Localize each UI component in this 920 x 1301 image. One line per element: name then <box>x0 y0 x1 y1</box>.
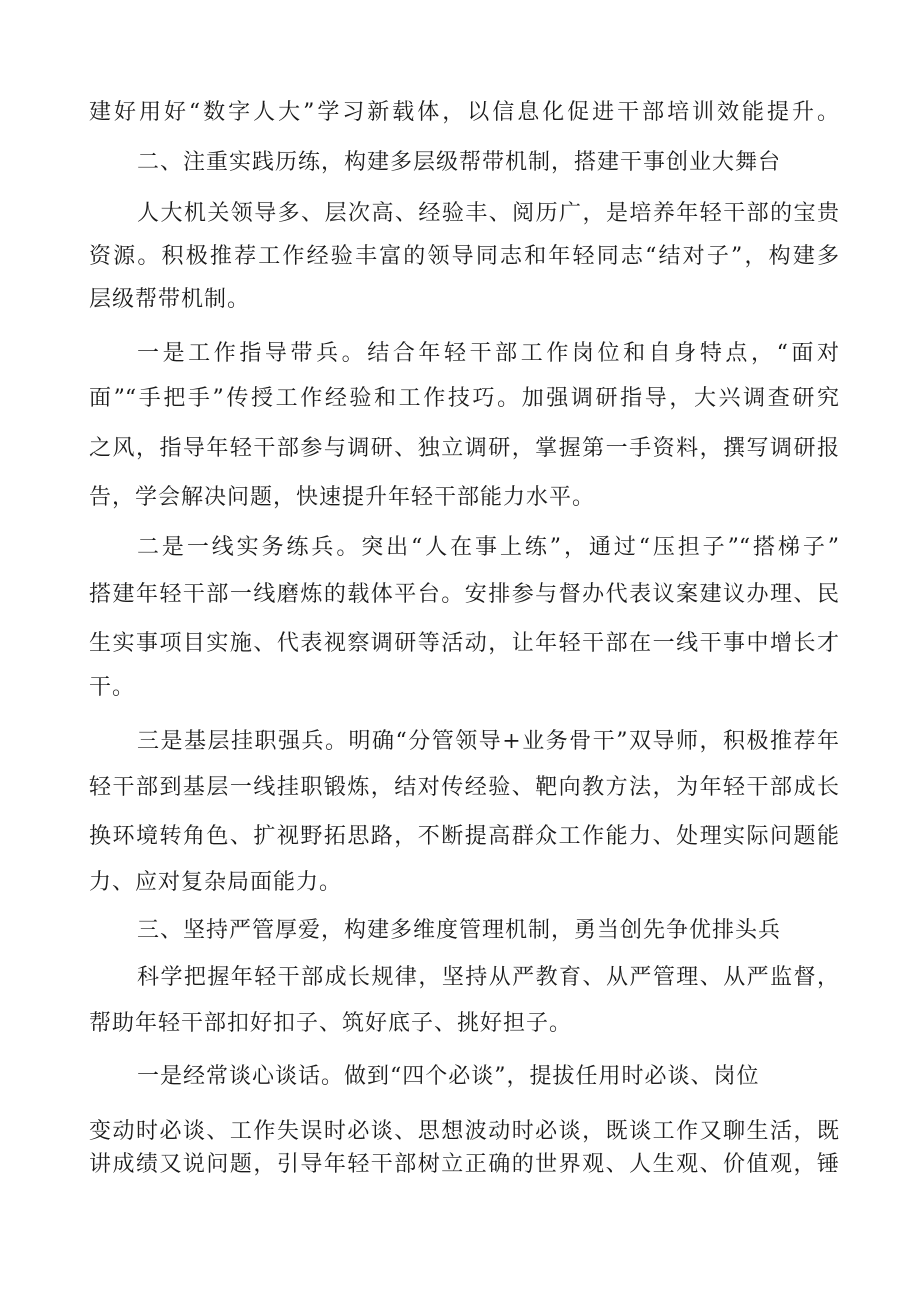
paragraph-line: 层级帮带机制。 <box>89 287 251 312</box>
paragraph-line: 轻干部到基层一线挂职锻炼，结对传经验、靶向教方法，为年轻干部成长 <box>89 775 839 800</box>
paragraph-line: 搭建年轻干部一线磨炼的载体平台。安排参与督办代表议案建议办理、民 <box>89 582 839 607</box>
section-heading: 二、注重实践历练，构建多层级帮带机制，搭建干事创业大舞台 <box>137 150 782 175</box>
paragraph-line: 二是一线实务练兵。突出“人在事上练”，通过“压担子”“搭梯子” <box>137 535 839 560</box>
paragraph-line: 建好用好“数字人大”学习新载体，以信息化促进干部培训效能提升。 <box>89 100 839 125</box>
paragraph-line: 讲成绩又说问题，引导年轻干部树立正确的世界观、人生观、价值观，锤 <box>89 1152 839 1177</box>
paragraph-line: 之风，指导年轻干部参与调研、独立调研，掌握第一手资料，撰写调研报 <box>89 436 839 461</box>
paragraph-line: 一是经常谈心谈话。做到“四个必谈”，提拔任用时必谈、岗位 <box>137 1064 760 1089</box>
paragraph-line: 力、应对复杂局面能力。 <box>89 870 343 895</box>
paragraph-line: 干。 <box>89 675 136 700</box>
paragraph-line: 三是基层挂职强兵。明确“分管领导+业务骨干”双导师，积极推荐年 <box>137 729 839 754</box>
paragraph-line: 人大机关领导多、层次高、经验丰、阅历广，是培养年轻干部的宝贵 <box>137 201 839 226</box>
section-heading: 三、坚持严管厚爱，构建多维度管理机制，勇当创先争优排头兵 <box>137 918 782 943</box>
paragraph-line: 帮助年轻干部扣好扣子、筑好底子、挑好担子。 <box>89 1011 573 1036</box>
paragraph-line: 科学把握年轻干部成长规律，坚持从严教育、从严管理、从严监督， <box>137 965 839 990</box>
paragraph-line: 资源。积极推荐工作经验丰富的领导同志和年轻同志“结对子”，构建多 <box>89 244 839 269</box>
paragraph-line: 生实事项目实施、代表视察调研等活动，让年轻干部在一线干事中增长才 <box>89 631 839 656</box>
paragraph-line: 换环境转角色、扩视野拓思路，不断提高群众工作能力、处理实际问题能 <box>89 824 839 849</box>
paragraph-line: 变动时必谈、工作失误时必谈、思想波动时必谈，既谈工作又聊生活，既 <box>89 1119 839 1144</box>
paragraph-line: 面”“手把手”传授工作经验和工作技巧。加强调研指导，大兴调查研究 <box>89 386 839 411</box>
paragraph-line: 告，学会解决问题，快速提升年轻干部能力水平。 <box>89 485 596 510</box>
paragraph-line: 一是工作指导带兵。结合年轻干部工作岗位和自身特点，“面对 <box>137 341 839 366</box>
